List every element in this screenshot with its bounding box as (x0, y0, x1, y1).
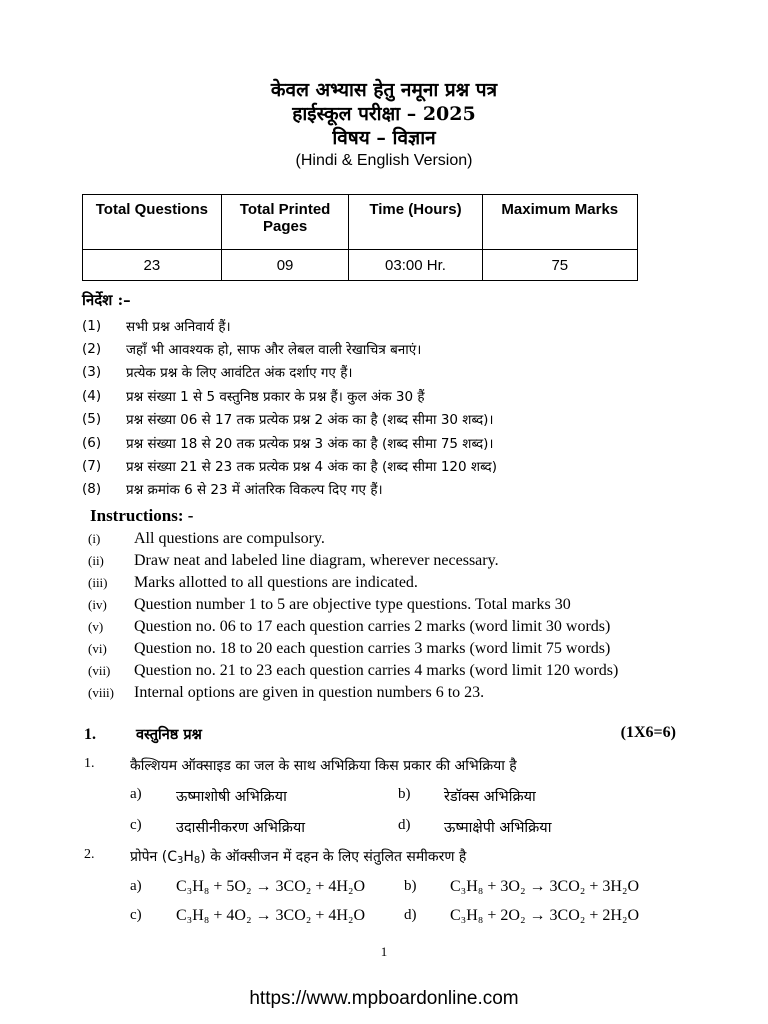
question-number: 1. (84, 756, 95, 771)
list-item: (i) All questions are compulsory. (88, 530, 325, 547)
hindi-instructions-list (82, 314, 682, 501)
version-label: (Hindi & English Version) (295, 152, 473, 169)
question-text: प्रोपेन $(C_3H_8)$ के ऑक्सीजन में दहन के लिए संतुलित समीकरण है (130, 849, 467, 866)
hindi-instructions-title: निर्देश :– (82, 291, 131, 309)
section-heading (84, 724, 676, 744)
section-title: वस्तुनिष्ठ प्रश्न (136, 726, 202, 743)
option-a: a) ऊष्माशोषी अभिक्रिया (130, 786, 287, 805)
option-a: a) C₃H₈ + 5O₂ → 3CO₂ + 4H₂O (130, 878, 366, 895)
option-d: d) ऊष्माक्षेपी अभिक्रिया (398, 817, 552, 836)
header-total-pages: Total Printed Pages (221, 195, 349, 250)
question-2 (84, 847, 704, 866)
list-item: (3) प्रत्येक प्रश्न के लिए आवंटित अंक दर्शाए गए हैं। (82, 364, 353, 382)
page-number: 1 (380, 944, 388, 959)
question-text: कैल्शियम ऑक्साइड का जल के साथ अभिक्रिया किस प्रकार की अभिक्रिया है (130, 758, 517, 774)
list-item: (8) प्रश्न क्रमांक 6 से 23 में आंतरिक विकल्प दिए गए हैं। (82, 481, 383, 499)
value-total-pages: 09 (221, 250, 349, 281)
option-b: b) रेडॉक्स अभिक्रिया (398, 786, 536, 805)
list-item: (iv) Question number 1 to 5 are objective type questions. Total marks 30 (88, 596, 571, 613)
list-item: (viii) Internal options are given in question numbers 6 to 23. (88, 684, 485, 701)
exam-info-table (82, 194, 638, 281)
section-number: 1. (84, 726, 96, 743)
value-total-questions: 23 (83, 250, 222, 281)
option-c: c) उदासीनीकरण अभिक्रिया (130, 817, 306, 836)
paper-title: केवल अभ्यास हेतु नमूना प्रश्न पत्र (270, 79, 498, 101)
exam-name: हाईस्कूल परीक्षा – 2025 (292, 103, 476, 125)
list-item: (1) सभी प्रश्न अनिवार्य हैं। (82, 317, 231, 335)
list-item: (ii) Draw neat and labeled line diagram, wherever necessary. (88, 552, 499, 569)
question-1 (84, 756, 704, 775)
footer-url[interactable]: https://www.mpboardonline.com (249, 988, 519, 1009)
list-item: (7) प्रश्न संख्या 21 से 23 तक प्रत्येक प्रश्न 4 अंक का है (शब्द सीमा 120 शब्द) (82, 458, 497, 476)
header-total-questions: Total Questions (83, 195, 222, 250)
question-number: 2. (84, 847, 95, 862)
option-d: d) C₃H₈ + 2O₂ → 3CO₂ + 2H₂O (404, 907, 640, 924)
list-item: (v) Question no. 06 to 17 each question carries 2 marks (word limit 30 words) (88, 618, 611, 635)
subject: विषय – विज्ञान (332, 127, 436, 149)
list-item: (vi) Question no. 18 to 20 each question carries 3 marks (word limit 75 words) (88, 640, 611, 657)
list-item: (4) प्रश्न संख्या 1 से 5 वस्तुनिष्ठ प्रकार के प्रश्न हैं। कुल अंक 30 हैं (82, 387, 425, 405)
list-item: (vii) Question no. 21 to 23 each question carries 4 marks (word limit 120 words) (88, 662, 619, 679)
list-item: (6) प्रश्न संख्या 18 से 20 तक प्रत्येक प्रश्न 3 अंक का है (शब्द सीमा 75 शब्द)। (82, 434, 494, 452)
list-item: (2) जहाँ भी आवश्यक हो, साफ और लेबल वाली रेखाचित्र बनाएं। (82, 341, 422, 359)
option-b: b) C₃H₈ + 3O₂ → 3CO₂ + 3H₂O (404, 878, 640, 895)
list-item: (iii) Marks allotted to all questions are indicated. (88, 574, 418, 591)
section-marks: (1X6=6) (620, 724, 676, 741)
list-item: (5) प्रश्न संख्या 06 से 17 तक प्रत्येक प्रश्न 2 अंक का है (शब्द सीमा 30 शब्द)। (82, 411, 494, 429)
paper-header (0, 78, 768, 172)
english-instructions-title: Instructions: - (90, 506, 194, 525)
value-time: 03:00 Hr. (349, 250, 482, 281)
value-max-marks: 75 (482, 250, 637, 281)
english-instructions-list (88, 528, 688, 704)
table-header-row (83, 195, 638, 250)
table-value-row (83, 250, 638, 281)
header-time: Time (Hours) (349, 195, 482, 250)
option-c: c) C₃H₈ + 4O₂ → 3CO₂ + 4H₂O (130, 907, 366, 924)
header-max-marks: Maximum Marks (482, 195, 637, 250)
